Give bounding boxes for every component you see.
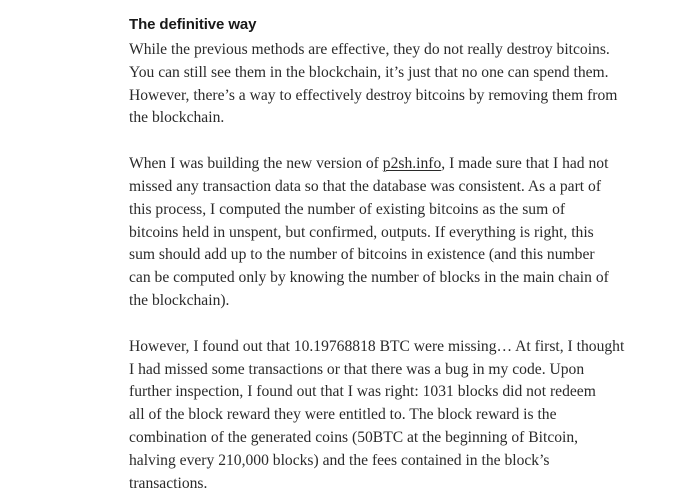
article-body	[129, 15, 625, 495]
paragraph-line: bitcoins held in unspent, but confirmed, outputs. If everything is right, this	[129, 223, 594, 241]
paragraph-text: , I made sure that I had not	[441, 155, 609, 173]
paragraph-line: further inspection, I found out that I was right: 1031 blocks did not redeem	[129, 383, 596, 401]
paragraph-1	[129, 39, 618, 130]
paragraph-line: However, there’s a way to effectively destroy bitcoins by removing them from	[129, 86, 618, 104]
paragraph-line: sum should add up to the number of bitcoins in existence (and this number	[129, 246, 595, 264]
paragraph-line: halving every 210,000 blocks) and the fees contained in the block’s	[129, 451, 550, 469]
paragraph-line: all of the block reward they were entitled to. The block reward is the	[129, 406, 557, 424]
paragraph-2	[129, 153, 609, 313]
paragraph-line: can be computed only by knowing the number of blocks in the main chain of	[129, 269, 609, 287]
paragraph-line: However, I found out that 10.19768818 BTC were missing… At first, I thought	[129, 337, 625, 355]
paragraph-line: combination of the generated coins (50BTC at the beginning of Bitcoin,	[129, 428, 579, 446]
paragraph-line: I had missed some transactions or that there was a bug in my code. Upon	[129, 360, 585, 378]
p2sh-info-link[interactable]: p2sh.info	[382, 155, 442, 173]
paragraph-line: the blockchain).	[129, 291, 230, 309]
paragraph-line: You can still see them in the blockchain, it’s just that no one can spend them.	[129, 63, 609, 81]
paragraph-line: While the previous methods are effective, they do not really destroy bitcoins.	[129, 41, 610, 58]
paragraph-line: this process, I computed the number of existing bitcoins as the sum of	[129, 200, 566, 218]
paragraph-line-with-link	[129, 153, 609, 176]
paragraph-line: the blockchain.	[129, 109, 225, 127]
paragraph-3	[129, 336, 625, 495]
section-heading: The definitive way	[129, 16, 257, 33]
paragraph-text: When I was building the new version of	[129, 155, 383, 173]
paragraph-line: missed any transaction data so that the database was consistent. As a part of	[129, 177, 602, 195]
paragraph-line: transactions.	[129, 474, 208, 492]
